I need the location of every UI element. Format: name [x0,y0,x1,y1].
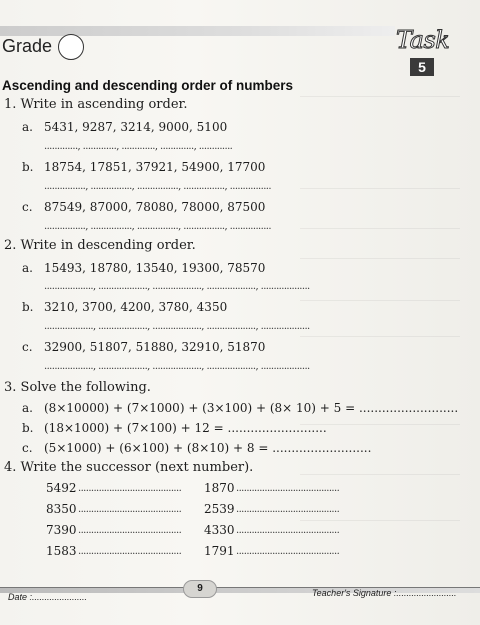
q2a-answer-blanks[interactable]: ..................., ..................., ..................., ..................., ................... [44,281,310,292]
successor-blank[interactable]: ........................................ [236,525,340,536]
q3b-label: b. [22,421,34,435]
grade-circle [58,34,84,60]
successor-blank[interactable]: ........................................ [78,504,182,515]
task-number: 5 [410,58,434,76]
successor-number: 1870 [204,481,235,495]
q2b-numbers: 3210, 3700, 4200, 3780, 4350 [44,300,228,314]
successor-blank[interactable]: ........................................ [78,546,182,557]
q2b-answer-blanks[interactable]: ..................., ..................., ..................., ..................., ................... [44,321,310,332]
successor-number: 1583 [46,544,77,558]
q1b-answer-blanks[interactable]: ................, ................, ................, ................, ................ [44,181,271,192]
successor-blank[interactable]: ........................................ [236,546,340,557]
task-word: Task [396,26,450,54]
successor-number: 4330 [204,523,235,537]
q1b-label: b. [22,160,34,174]
header-band [0,26,395,36]
q1c-numbers: 87549, 87000, 78080, 78000, 87500 [44,200,266,214]
grade-label: Grade [2,36,53,56]
page-number: 9 [197,583,203,594]
q1a-answer-blanks[interactable]: ............., ............., ............., ............., ............. [44,141,233,152]
q3a-label: a. [22,401,33,415]
successor-number: 5492 [46,481,77,495]
q1a-label: a. [22,120,33,134]
successor-blank[interactable]: ........................................ [236,504,340,515]
successor-blank[interactable]: ........................................ [236,483,340,494]
q2a-numbers: 15493, 18780, 13540, 19300, 78570 [44,261,266,275]
question-2-title: 2. Write in descending order. [4,238,196,253]
q3c-expression: (5×1000) + (6×100) + (8×10) + 8 = .......................... [44,441,372,455]
q1a-numbers: 5431, 9287, 3214, 9000, 5100 [44,120,228,134]
task-badge [392,24,450,76]
date-field[interactable]: Date :...................... [8,592,88,602]
q1c-answer-blanks[interactable]: ................, ................, ................, ................, ................ [44,221,271,232]
q2c-answer-blanks[interactable]: ..................., ..................., ..................., ..................., ................... [44,361,310,372]
question-1-title: 1. Write in ascending order. [4,97,188,112]
successor-blank[interactable]: ........................................ [78,525,182,536]
q2b-label: b. [22,300,34,314]
teacher-signature-field[interactable]: Teacher's Signature :........................ [312,588,457,598]
q3a-expression: (8×10000) + (7×1000) + (3×100) + (8× 10) + 5 = .......................... [44,401,459,415]
q2a-label: a. [22,261,33,275]
successor-number: 1791 [204,544,235,558]
successor-number: 8350 [46,502,77,516]
q2c-label: c. [22,340,33,354]
q1b-numbers: 18754, 17851, 37921, 54900, 17700 [44,160,266,174]
page-title: Ascending and descending order of numbers [2,78,294,93]
question-3-title: 3. Solve the following. [4,380,151,395]
q3b-expression: (18×1000) + (7×100) + 12 = .......................... [44,421,327,435]
q2c-numbers: 32900, 51807, 51880, 32910, 51870 [44,340,266,354]
question-4-title: 4. Write the successor (next number). [4,460,254,475]
successor-number: 2539 [204,502,235,516]
successor-number: 7390 [46,523,77,537]
q3c-label: c. [22,441,33,455]
q1c-label: c. [22,200,33,214]
successor-blank[interactable]: ........................................ [78,483,182,494]
